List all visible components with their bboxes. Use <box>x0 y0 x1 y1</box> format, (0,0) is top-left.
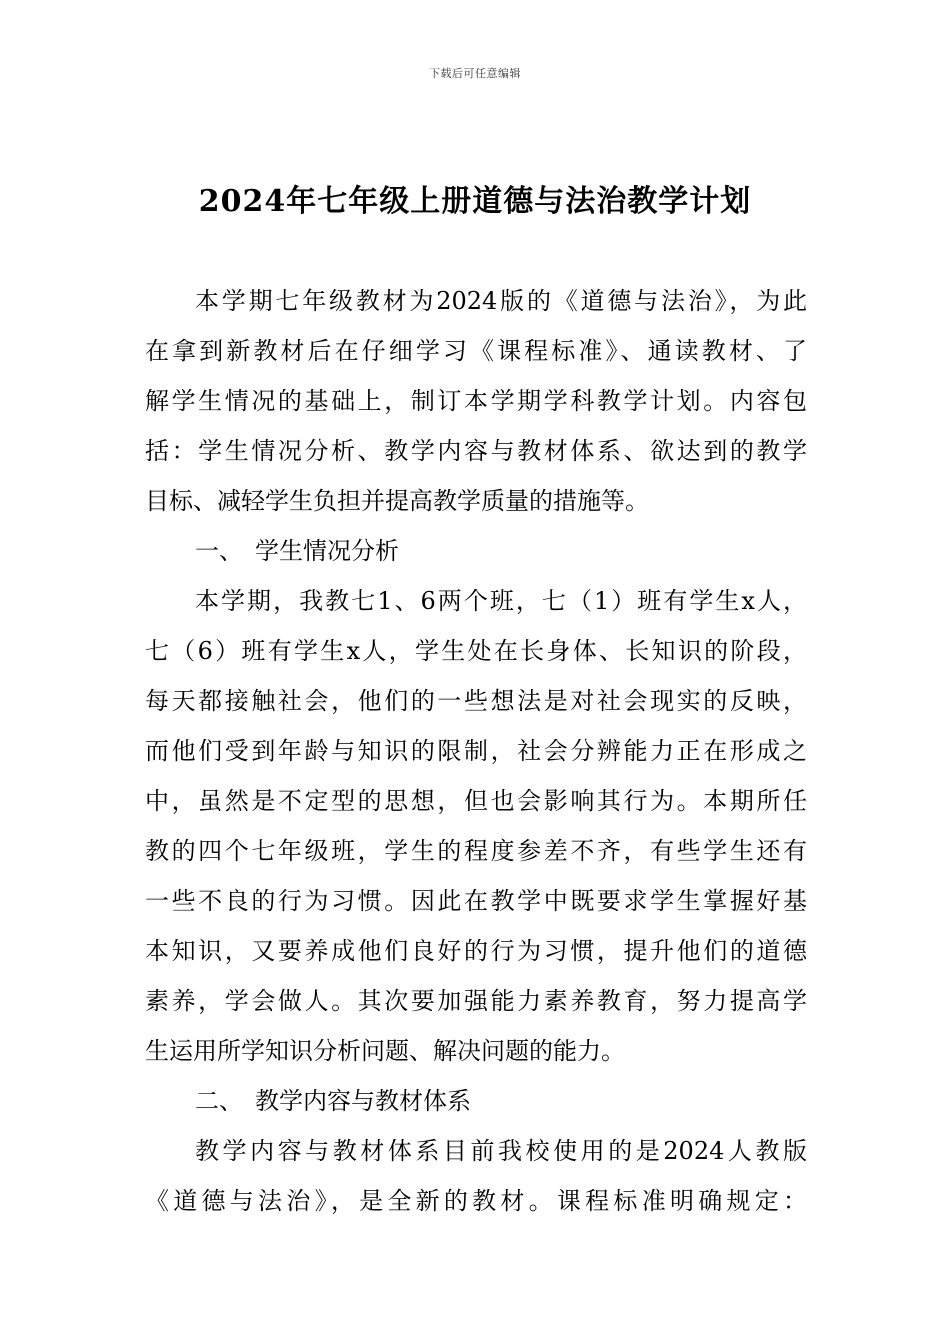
section-number: 一、 <box>195 537 243 565</box>
paragraph-line: 教学内容与教材体系目前我校使用的是2024人教版 <box>195 1137 807 1165</box>
paragraph-line: 《道德与法治》，是全新的教材。课程标准明确规定： <box>145 1187 807 1215</box>
intro-paragraph <box>145 276 807 526</box>
paragraph-line: 而他们受到年龄与知识的限制，社会分辨能力正在形成之 <box>145 737 807 765</box>
section2-paragraph <box>145 1126 807 1226</box>
paragraph-line: 目标、减轻学生负担并提高教学质量的措施等。 <box>145 487 649 515</box>
paragraph-line: 本学期，我教七1、6两个班，七（1）班有学生x人， <box>195 587 807 615</box>
section-title: 教学内容与教材体系 <box>255 1087 471 1115</box>
header-note: 下载后可任意编辑 <box>429 67 521 80</box>
paragraph-line: 中，虽然是不定型的思想，但也会影响其行为。本期所任 <box>145 787 807 815</box>
paragraph-line: 在拿到新教材后在仔细学习《课程标准》、通读教材、了 <box>145 337 807 365</box>
paragraph-line: 括：学生情况分析、教学内容与教材体系、欲达到的教学 <box>145 437 807 465</box>
paragraph-line: 解学生情况的基础上，制订本学期学科教学计划。内容包 <box>145 387 807 415</box>
section-heading-2 <box>145 1076 807 1126</box>
paragraph-line: 一些不良的行为习惯。因此在教学中既要求学生掌握好基 <box>145 887 807 915</box>
document-body <box>145 276 807 1226</box>
paragraph-line: 每天都接触社会，他们的一些想法是对社会现实的反映， <box>145 687 807 715</box>
paragraph-line: 七（6）班有学生x人，学生处在长身体、长知识的阶段， <box>145 637 807 665</box>
section-title: 学生情况分析 <box>255 537 399 565</box>
paragraph-line: 本知识，又要养成他们良好的行为习惯，提升他们的道德 <box>145 937 807 965</box>
document-title: 2024年七年级上册道德与法治教学计划 <box>198 184 752 219</box>
paragraph-line: 素养，学会做人。其次要加强能力素养教育，努力提高学 <box>145 987 807 1015</box>
paragraph-line: 生运用所学知识分析问题、解决问题的能力。 <box>145 1037 625 1065</box>
section-heading-1 <box>145 526 807 576</box>
section1-paragraph <box>145 576 807 1076</box>
paragraph-line: 教的四个七年级班，学生的程度参差不齐，有些学生还有 <box>145 837 807 865</box>
section-number: 二、 <box>195 1087 243 1115</box>
paragraph-line: 本学期七年级教材为2024版的《道德与法治》，为此 <box>195 287 807 315</box>
